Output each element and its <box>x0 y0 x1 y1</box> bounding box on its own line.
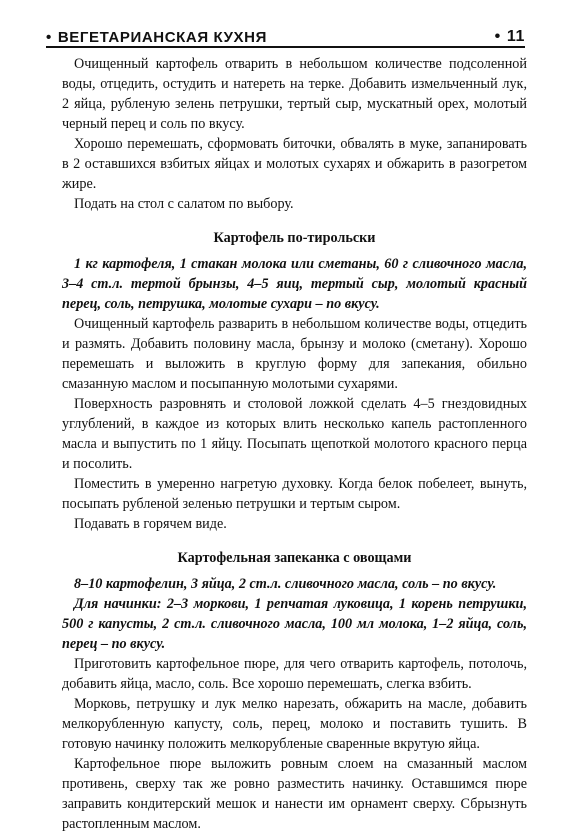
page-number: • 11 <box>494 28 525 45</box>
paragraph: Подать на стол с салатом по выбору. <box>74 196 294 212</box>
paragraph: Хорошо перемешать, сформовать биточки, обвалять в муке, запанировать в 2 оставшихся взбитых яйцах и молотых сухарях и обжарить в разогретом жире. <box>62 136 527 192</box>
filling-ingredients-list: Для начинки: 2–3 моркови, 1 репчатая луковица, 1 корень петрушки, 500 г капусты, 2 ст.л. сливочного масла, 100 мл молока, 1–2 яйца, соль, перец – по вкусу. <box>62 596 527 652</box>
paragraph: Приготовить картофельное пюре, для чего отварить картофель, потолочь, добавить яйца, масло, соль. Все хорошо перемешать, слегка взбить. <box>62 656 527 692</box>
book-title: • ВЕГЕТАРИАНСКАЯ КУХНЯ <box>46 29 267 46</box>
ingredients-list: 1 кг картофеля, 1 стакан молока или сметаны, 60 г сливочного масла, 3–4 ст.л. тертой брынзы, 4–5 яиц, тертый сыр, молотый красный перец, соль, петрушка, молотые сухари – по вкусу. <box>62 256 527 312</box>
ingredients-list: 8–10 картофелин, 3 яйца, 2 ст.л. сливочного масла, соль – по вкусу. <box>74 576 497 592</box>
paragraph: Очищенный картофель разварить в небольшом количестве воды, отцедить и размять. Добавить половину масла, брынзу и молоко (сметану). Хорошо перемешать и выложить в круглую форму для запекания, обильно смазанную маслом и посыпанную молотыми сухарями. <box>62 316 527 392</box>
paragraph: Картофельное пюре выложить ровным слоем на смазанный маслом противень, сверху так же ровно разместить начинку. Оставшимся пюре заправить кондитерский мешок и нанести им орнамент сверху. Сбрызнуть растопленным маслом. <box>62 756 527 832</box>
paragraph: Очищенный картофель отварить в небольшом количестве подсоленной воды, отцедить, остудить и натереть на терке. Добавить измельченный лук, 2 яйца, рубленую зелень петрушки, тертый сыр, мускатный орех, молотый черный перец и соль по вкусу. <box>62 56 527 132</box>
page-content <box>62 54 527 834</box>
running-head <box>46 20 525 48</box>
recipe-title: Картофельная запеканка с овощами <box>177 550 412 566</box>
paragraph: Поверхность разровнять и столовой ложкой сделать 4–5 гнездовидных углублений, в каждое из которых влить несколько капель растопленного масла и выпустить по 1 яйцу. Посыпать щепоткой молотого красного перца и посолить. <box>62 396 527 472</box>
paragraph: Подавать в горячем виде. <box>74 516 227 532</box>
recipe-title: Картофель по-тирольски <box>213 230 376 246</box>
paragraph: Поместить в умеренно нагретую духовку. Когда белок побелеет, вынуть, посыпать рубленой зеленью петрушки и тертым сыром. <box>62 476 527 512</box>
paragraph: Морковь, петрушку и лук мелко нарезать, обжарить на масле, добавить мелкорубленную капусту, соль, перец, молоко и поставить тушить. В готовую начинку положить мелкорубленые сваренные вкрутую яйца. <box>62 696 527 752</box>
